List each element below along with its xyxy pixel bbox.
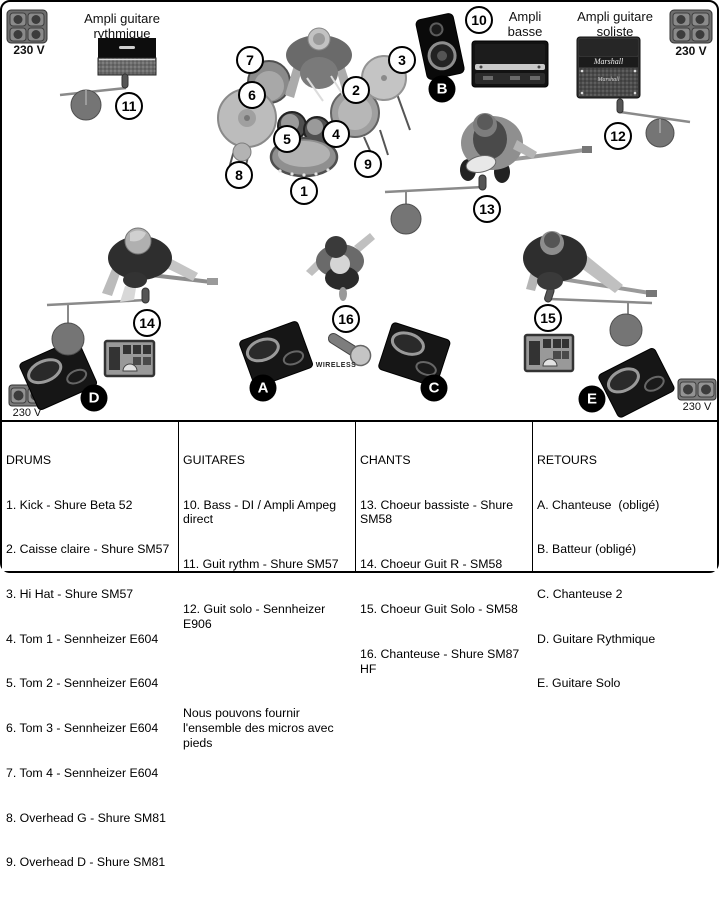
table-row: 6. Tom 3 - Sennheizer E604 <box>6 721 159 736</box>
table-row: 5. Tom 2 - Sennheizer E604 <box>6 676 159 691</box>
table-row: 1. Kick - Shure Beta 52 <box>6 497 133 512</box>
wedge-monitor-a <box>239 321 314 388</box>
power-label: 230 V <box>675 44 707 58</box>
table-column-drums <box>2 422 179 870</box>
table-row: 11. Guit rythm - Shure SM57 <box>183 557 339 572</box>
marker-7: 7 <box>236 46 264 74</box>
marker-8: 8 <box>225 161 253 189</box>
table-row: 9. Overhead D - Shure SM81 <box>6 855 166 870</box>
marker-monitor-b: B <box>429 76 456 103</box>
marker-6: 6 <box>238 81 266 109</box>
monitor-speaker-b <box>415 13 465 81</box>
pedalboard <box>525 335 573 371</box>
marshall-logo: Marshall <box>593 57 624 66</box>
table-row: C. Chanteuse 2 <box>537 586 623 601</box>
marker-5: 5 <box>273 125 301 153</box>
table-row <box>183 662 351 677</box>
marker-10: 10 <box>465 6 493 34</box>
marker-2: 2 <box>342 76 370 104</box>
power-label: 230 V <box>12 407 42 419</box>
table-row: 16. Chanteuse - Shure SM87 HF <box>360 646 523 676</box>
singer-figure <box>306 233 375 301</box>
power-outlet-icon <box>7 10 47 43</box>
marker-monitor-c: C <box>421 375 448 402</box>
power-label: 230 V <box>13 43 45 57</box>
table-row: 15. Choeur Guit Solo - SM58 <box>360 601 518 616</box>
column-header: CHANTS <box>360 452 411 467</box>
table-row: 14. Choeur Guit R - SM58 <box>360 557 503 572</box>
power-outlet-icon <box>670 10 712 43</box>
solo-amp-label: Ampli guitare soliste <box>577 9 653 39</box>
power-label: 230 V <box>682 401 712 413</box>
table-row: B. Batteur (obligé) <box>537 542 637 557</box>
marker-4: 4 <box>322 120 350 148</box>
table-row: 8. Overhead G - Shure SM81 <box>6 810 166 825</box>
column-header: DRUMS <box>6 452 52 467</box>
marker-monitor-d: D <box>81 385 108 412</box>
table-row: 7. Tom 4 - Sennheizer E604 <box>6 765 159 780</box>
table-row: Nous pouvons fournir l'ensemble des micros avec pieds <box>183 706 338 751</box>
marker-15: 15 <box>534 304 562 332</box>
table-row: 3. Hi Hat - Shure SM57 <box>6 586 134 601</box>
channel-list-table <box>2 420 717 870</box>
marshall-amp <box>577 37 640 98</box>
table-column-retours <box>533 422 717 691</box>
table-row: E. Guitare Solo <box>537 676 621 691</box>
table-column-guitares <box>179 422 356 751</box>
marker-monitor-e: E <box>579 386 606 413</box>
table-row: D. Guitare Rythmique <box>537 631 656 646</box>
wireless-label: WIRELESS <box>315 362 357 369</box>
column-header: GUITARES <box>183 452 245 467</box>
marshall-logo: Marshall <box>597 77 620 83</box>
marker-1: 1 <box>290 177 318 205</box>
column-header: RETOURS <box>537 452 597 467</box>
marker-9: 9 <box>354 150 382 178</box>
wedge-monitor-e <box>597 347 675 418</box>
marker-11: 11 <box>115 92 143 120</box>
stage-diagram <box>2 2 717 420</box>
table-row: 13. Choeur bassiste - Shure SM58 <box>360 497 517 527</box>
marker-12: 12 <box>604 122 632 150</box>
rhythm-guitarist-figure <box>102 228 218 302</box>
marker-3: 3 <box>388 46 416 74</box>
bass-amp <box>472 41 548 87</box>
table-row: 2. Caisse claire - Shure SM57 <box>6 542 170 557</box>
table-row: 4. Tom 1 - Sennheizer E604 <box>6 631 159 646</box>
mic-stand-13 <box>385 175 486 234</box>
marker-monitor-a: A <box>250 375 277 402</box>
table-row: 10. Bass - DI / Ampli Ampeg direct <box>183 497 340 527</box>
power-outlet-icon <box>678 379 716 400</box>
pedalboard <box>105 341 154 376</box>
marker-13: 13 <box>473 195 501 223</box>
rhythm-guitar-amp <box>98 38 156 75</box>
bass-amp-label: Ampli basse <box>507 9 543 39</box>
table-row: A. Chanteuse (obligé) <box>537 497 660 512</box>
marker-16: 16 <box>332 305 360 333</box>
table-row: 12. Guit solo - Sennheizer E906 <box>183 601 329 631</box>
bass-player-figure <box>460 113 592 183</box>
solo-guitarist-figure <box>523 231 657 297</box>
marker-14: 14 <box>133 309 161 337</box>
rhythm-amp-label: Ampli guitare rythmique <box>84 11 160 41</box>
table-column-chants <box>356 422 533 676</box>
